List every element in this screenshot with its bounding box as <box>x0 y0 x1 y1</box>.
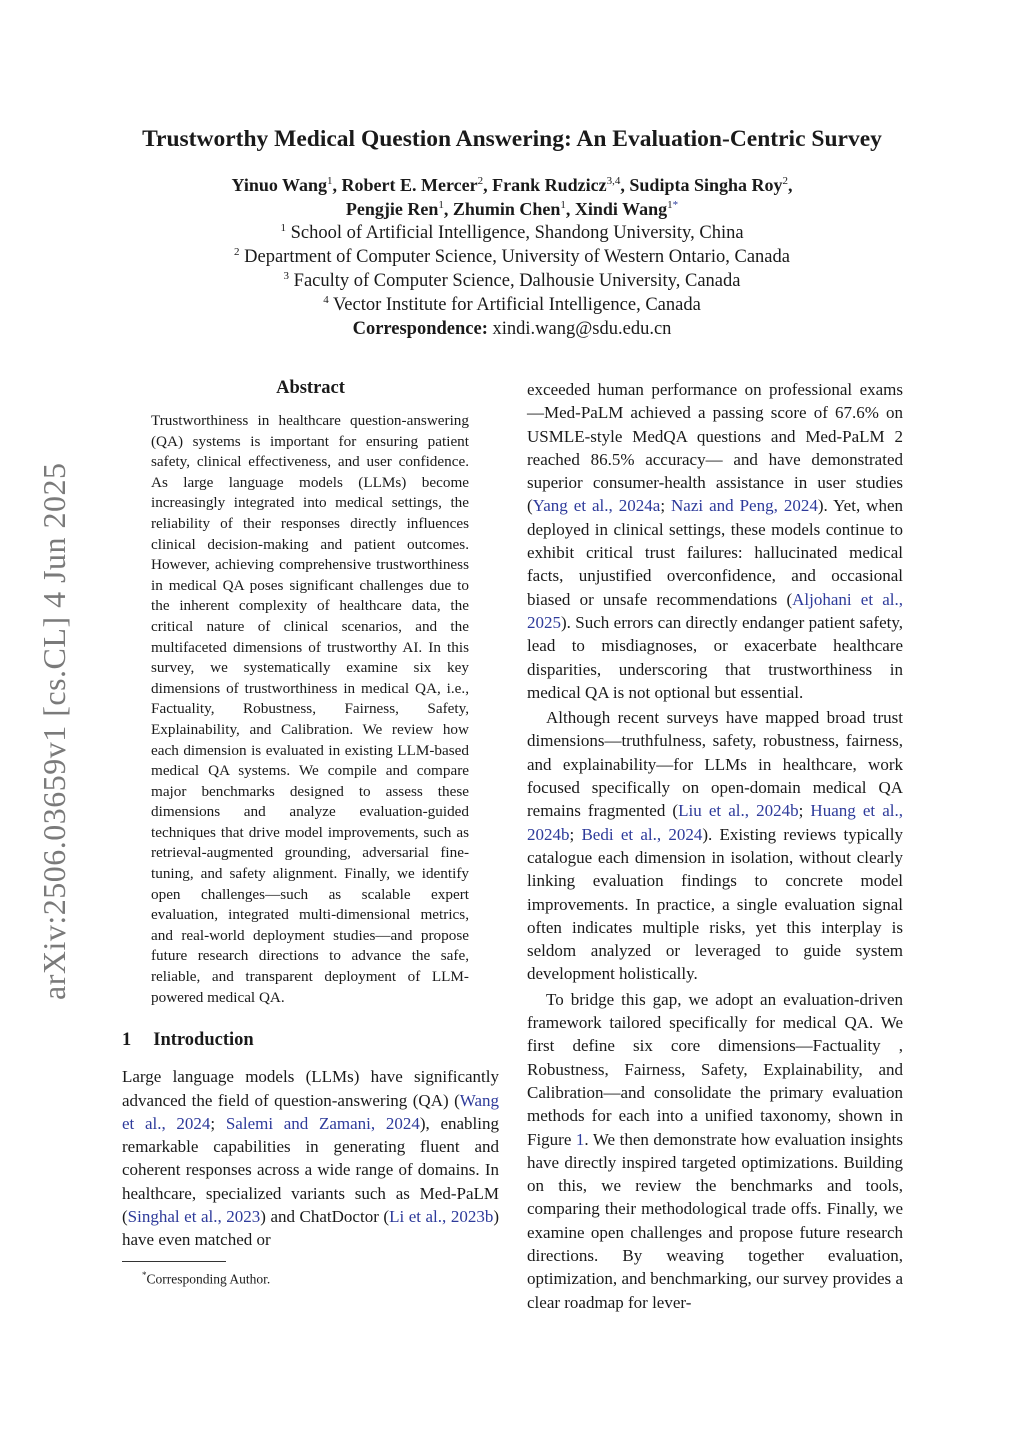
footnote-divider <box>122 1261 226 1262</box>
correspondence-label: Correspondence: <box>352 319 488 339</box>
author-name: Sudipta Singha Roy <box>629 175 783 195</box>
paper-header <box>100 126 924 341</box>
corresponding-author-mark[interactable]: * <box>672 199 679 211</box>
affiliation: $^4$ Vector Institute for Artificial Intelligence, Canada <box>323 293 701 315</box>
author-name: Yinuo Wang <box>231 175 328 195</box>
figure-reference-link[interactable]: 1 <box>575 1129 585 1149</box>
correspondence-email: xindi.wang@sdu.edu.cn <box>492 319 672 339</box>
affiliation: $^3$ Faculty of Computer Science, Dalhousie University, Canada <box>283 269 741 291</box>
arxiv-identifier: arXiv:2506.03659v1 [cs.CL] 4 Jun 2025 <box>36 462 72 1000</box>
citation-link[interactable]: Li et al., 2023b <box>389 1207 494 1226</box>
citation-link[interactable]: Nazi and Peng, 2024 <box>671 496 818 516</box>
body-paragraph: exceeded human performance on professional exams —Med-PaLM achieved a passing score of 67.6% on USMLE-style MedQA questions and Med-PaLM 2 reached 86.5% accuracy— and have demonstrated superior consumer-health assistance in user studies (Yang et al., 2024a; Nazi and Peng, 2024). Yet, when deployed in clinical settings, these models continue to exhibit critical trust failures: hallucinated medical facts, unjustified overconfidence, and occasional biased or unsafe recommendations (Aljohani et al., 2025). Such errors can directly endanger patient safety, lead to misdiagnoses, or exacerbate healthcare disparities, underscoring that trustworthiness in medical QA is not optional but essential. <box>527 380 903 702</box>
citation-link[interactable]: Bedi et al., 2024 <box>581 824 703 844</box>
author-name: Zhumin Chen <box>452 199 561 219</box>
footnote: *Corresponding Author. <box>142 1269 271 1287</box>
citation-link[interactable]: Huang et al., 2024b <box>527 801 903 844</box>
citation-link[interactable]: Liu et al., 2024b <box>678 801 799 821</box>
section-title: Introduction <box>153 1030 254 1051</box>
right-column <box>527 378 903 1314</box>
body-paragraph: To bridge this gap, we adopt an evaluation-driven framework tailored specifically for medical QA. We first define six core dimensions—Factuality , Robustness, Fairness, Safety, Explainability, and Calibration—and consolidate the primary evaluation methods for each into a unified taxonomy, shown in Figure 1. We then demonstrate how evaluation insights have directly inspired targeted optimizations. Building on this, we review the benchmarks and tools, comparing their methodological trade offs. Finally, we examine open challenges and propose future research directions. By weaving together evaluation, optimization, and benchmarking, our survey provides a clear roadmap for lever- <box>527 989 903 1312</box>
citation-link[interactable]: Yang et al., 2024a <box>532 496 661 516</box>
body-paragraph: Although recent surveys have mapped broad trust dimensions—truthfulness, safety, robustness, fairness, and explainability—for LLMs in healthcare, work focused specifically on open-domain medical QA remains fragmented (Liu et al., 2024b; Huang et al., 2024b; Bedi et al., 2024). Existing reviews typically catalogue each dimension in isolation, without clearly linking evaluation findings to concrete model improvements. In practice, a single evaluation signal often indicates multiple risks, yet this interplay is seldom analyzed or leveraged to guide system development holistically. <box>527 708 903 984</box>
section-heading-introduction <box>122 1030 499 1051</box>
left-column <box>122 378 499 1288</box>
intro-paragraph: Large language models (LLMs) have significantly advanced the field of question-answering (QA) (Wang et al., 2024; Salemi and Zamani, 2024), enabling remarkable capabilities in generating fluent and coherent responses across a wide range of domains. In healthcare, specialized variants such as Med-PaLM (Singhal et al., 2023) and ChatDoctor (Li et al., 2023b) have even matched or <box>122 1067 499 1250</box>
author-name: Robert E. Mercer <box>341 175 478 195</box>
affiliation: $^1$ School of Artificial Intelligence, Shandong University, China <box>280 221 744 243</box>
citation-link[interactable]: Wang et al., 2024 <box>122 1090 499 1133</box>
author-list: Yinuo Wang$^1$, Robert E. Mercer$^2$, Frank Rudzicz$^{3,4}$, Sudipta Singha Roy$^2$, Pengjie Ren$^1$, Zhumin Chen$^1$, Xindi Wang$^{1*}$ <box>231 175 793 219</box>
abstract-heading: Abstract <box>276 378 345 398</box>
author-name: Pengjie Ren <box>345 199 439 219</box>
author-name: Xindi Wang <box>574 199 668 219</box>
paper-title: Trustworthy Medical Question Answering: An Evaluation-Centric Survey <box>142 126 882 152</box>
citation-link[interactable]: Singhal et al., 2023 <box>127 1207 261 1226</box>
affiliation: $^2$ Department of Computer Science, University of Western Ontario, Canada <box>234 245 790 267</box>
author-name: Frank Rudzicz <box>492 175 607 195</box>
citation-link[interactable]: Salemi and Zamani, 2024 <box>225 1113 420 1133</box>
citation-link[interactable]: Aljohani et al., 2025 <box>527 589 903 632</box>
abstract-body: Trustworthiness in healthcare question-answering (QA) systems is important for ensuring patient safety, clinical effectiveness, and user confidence. As large language models (LLMs) become increasingly integrated into medical settings, the reliability of their responses directly influences clinical decision-making and patient outcomes. However, achieving comprehensive trustworthiness in medical QA poses significant challenges due to the inherent complexity of healthcare data, the critical nature of clinical scenarios, and the multifaceted dimensions of trustworthy AI. In this survey, we systematically examine six key dimensions of trustworthiness in medical QA, i.e., Factuality, Robustness, Fairness, Safety, Explainability, and Calibration. We review how each dimension is evaluated in existing LLM-based medical QA systems. We compile and compare major benchmarks designed to assess these dimensions and analyze evaluation-guided techniques that drive model improvements, such as retrieval-augmented grounding, adversarial fine-tuning, and safety alignment. Finally, we identify open challenges—such as scalable expert evaluation, integrated multi-dimensional metrics, and real-world deployment studies—and propose future research directions to advance the safe, reliable, and transparent deployment of LLM-powered medical QA. <box>151 412 469 1006</box>
section-number: 1 <box>122 1030 132 1051</box>
correspondence-line <box>100 317 924 341</box>
